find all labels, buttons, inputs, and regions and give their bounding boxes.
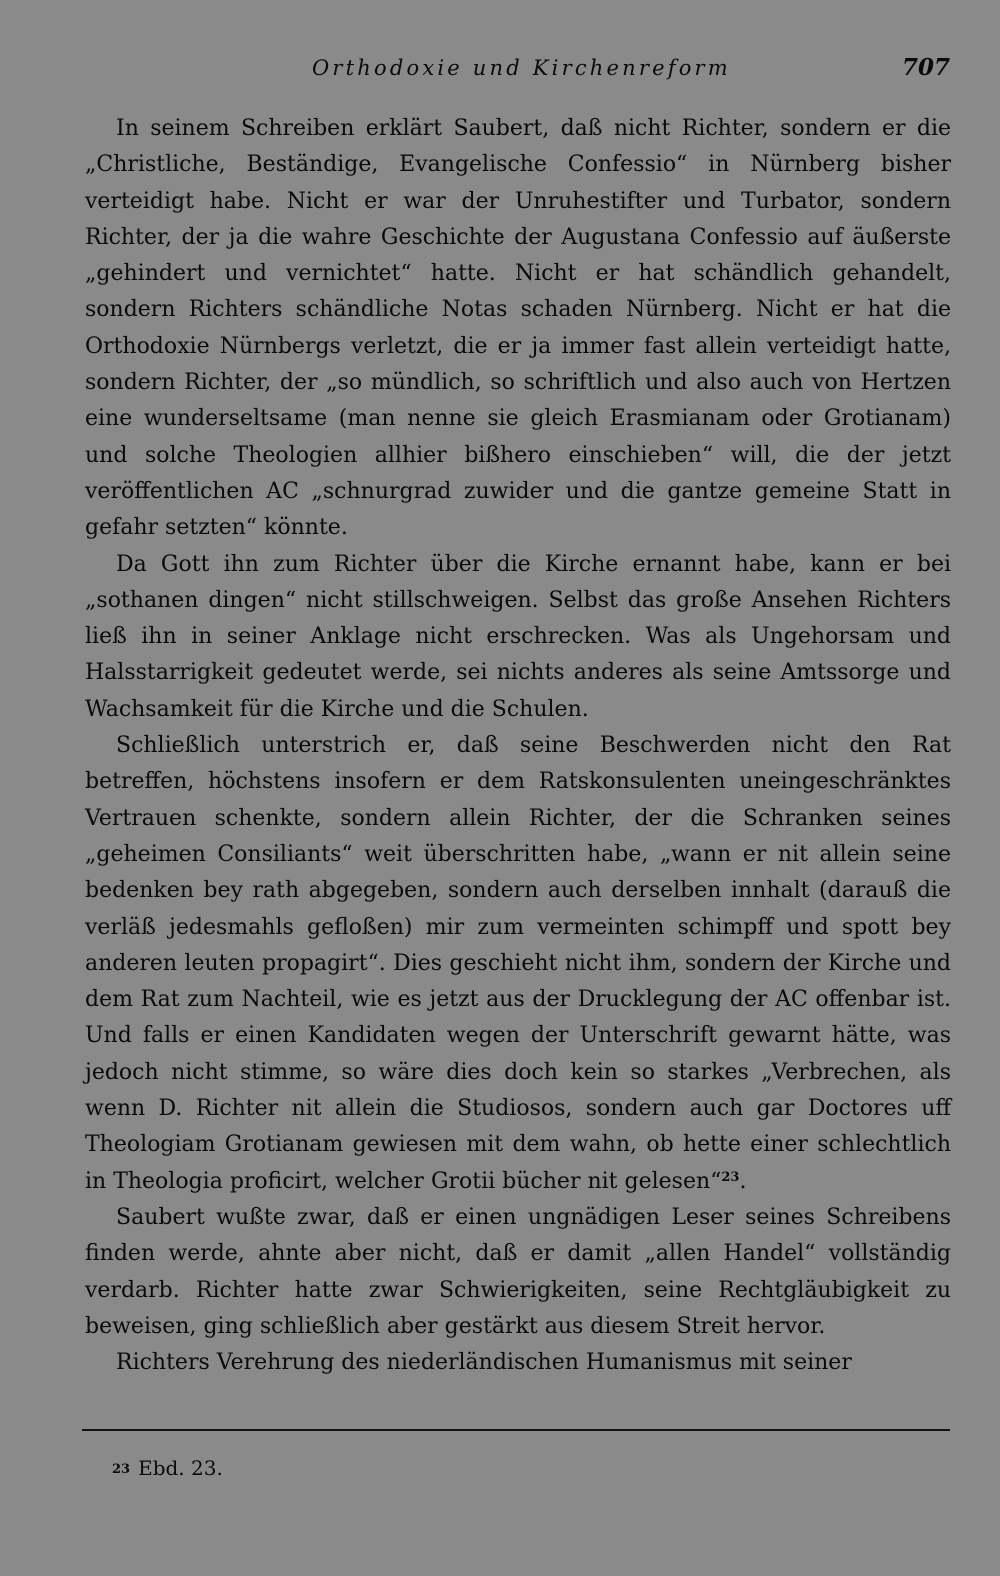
body-text: [85, 111, 951, 1381]
footnote-text: Ebd. 23.: [138, 1456, 223, 1480]
paragraph-2-text: Da Gott ihn zum Richter über die Kirche ernannt habe, kann er bei „sothanen dingen“ nicht stillschweigen. Selbst das große Ansehen Richters ließ ihn in seiner Anklage nicht erschrecken. Was als Ungehorsam und Halsstarrigkeit gedeutet werde, sei nichts anderes als seine Amtssorge und Wachsamkeit für die Kirche und die Schulen.: [85, 551, 951, 722]
running-head: [84, 50, 950, 86]
paragraph-3-text: Schließlich unterstrich er, daß seine Beschwerden nicht den Rat betreffen, höchstens insofern er dem Ratskonsulenten uneingeschränktes Vertrauen schenkte, sondern allein Richter, der die Schranken seines „geheimen Consiliants“ weit überschritten habe, „wann er nit allein seine bedenken bey rath abgegeben, sondern auch derselben innhalt (darauß die verläß jedesmahls gefloßen) mir zum vermeinten schimpff und spott bey anderen leuten propagirt“. Dies geschieht nicht ihm, sondern der Kirche und dem Rat zum Nachteil, wie es jetzt aus der Drucklegung der AC offenbar ist. Und falls er einen Kandidaten wegen der Unterschrift gewarnt hätte, was jedoch nicht stimme, so wäre dies doch kein so starkes „Verbrechen, als wenn D. Richter nit allein die Studiosos, sondern auch gar Doctores uff Theologiam Grotianam gewiesen mit dem wahn, ob hette einer schlechtlich in Theologia proficirt, welcher Grotii bücher nit gelesen“: [85, 733, 951, 1194]
page-number: 707: [901, 54, 950, 81]
paragraph-2: [85, 547, 951, 728]
footnote-reference[interactable]: 23: [721, 1169, 740, 1185]
paragraph-3: [85, 728, 951, 1200]
paragraph-1: [85, 111, 951, 547]
paragraph-1-text: In seinem Schreiben erklärt Saubert, daß nicht Richter, sondern er die „Christliche, Beständige, Evangelische Confessio“ in Nürnberg bisher verteidigt habe. Nicht er war der Unruhestifter und Turbator, sondern Richter, der ja die wahre Geschichte der Augustana Confessio auf äußerste „gehindert und vernichtet“ hatte. Nicht er hat schändlich gehandelt, sondern Richters schändliche Notas schaden Nürnberg. Nicht er hat die Orthodoxie Nürnbergs verletzt, die er ja immer fast allein verteidigt hatte, sondern Richter, der „so mündlich, so schriftlich und also auch von Hertzen eine wunderseltsame (man nenne sie gleich Erasmianam oder Grotianam) und solche Theologien allhier bißhero einschieben“ will, die der jetzt veröffentlichen AC „schnurgrad zuwider und die gantze gemeine Statt in gefahr setzten“ könnte.: [85, 116, 951, 541]
paragraph-4: [85, 1200, 951, 1345]
paragraph-5: [85, 1345, 951, 1381]
paragraph-3-end: .: [739, 1168, 747, 1194]
footnote-marker: 23: [112, 1462, 131, 1477]
footnote-divider: [82, 1429, 950, 1431]
footnote: [112, 1452, 223, 1484]
running-title: Orthodoxie und Kirchenreform: [312, 56, 731, 80]
paragraph-5-text: Richters Verehrung des niederländischen Humanismus mit seiner: [116, 1350, 852, 1376]
paragraph-4-text: Saubert wußte zwar, daß er einen ungnädigen Leser seines Schreibens finden werde, ahnte aber nicht, daß er damit „allen Handel“ vollständig verdarb. Richter hatte zwar Schwierigkeiten, seine Rechtgläubigkeit zu beweisen, ging schließlich aber gestärkt aus diesem Streit hervor.: [85, 1204, 951, 1339]
